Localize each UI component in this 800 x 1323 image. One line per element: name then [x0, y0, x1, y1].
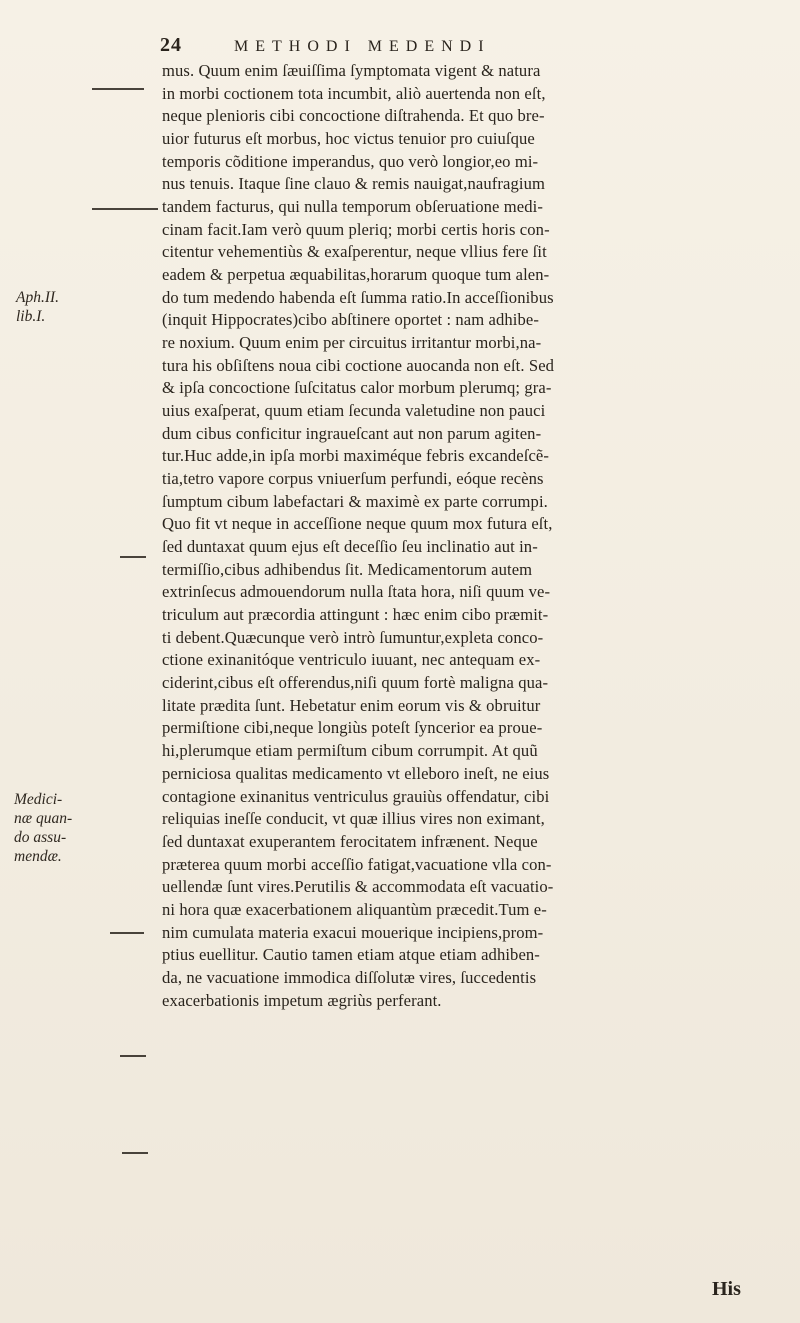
margin-note-line: mendæ.: [14, 848, 62, 865]
margin-note-line: lib.I.: [16, 308, 46, 325]
text-line: ctione exinanitóque ventriculo iuuant, nec antequam ex-: [162, 650, 541, 670]
margin-note-line: do assu-: [14, 829, 67, 846]
margin-dash: [110, 932, 144, 934]
text-line: da, ne vacuatione immodica diſſolutæ vires, ſuccedentis: [162, 967, 537, 987]
text-line: eadem & perpetua æquabilitas,horarum quoque tum alen-: [162, 265, 550, 285]
text-line: mus. Quum enim ſæuiſſima ſymptomata vigent & natura: [162, 61, 541, 80]
text-line: permiſtione cibi,neque longiùs poteſt ſyncerior ea proue-: [162, 718, 543, 738]
text-line: uellendæ ſunt vires.Perutilis & accommodata eſt vacuatio-: [162, 877, 554, 897]
text-line: præterea quum morbi acceſſio fatigat,vacuatione vlla con-: [162, 854, 552, 874]
margin-dash: [120, 1055, 146, 1057]
margin-dash: [92, 208, 158, 210]
text-line: contagione exinanitus ventriculus grauiùs offendatur, cibi: [162, 786, 550, 806]
text-line: ſumptum cibum labefactari & maximè ex parte corrumpi.: [162, 491, 548, 511]
text-line: reliquias ineſſe conducit, vt quæ illius vires non eximant,: [162, 809, 545, 829]
text-line: uior futurus eſt morbus, hoc victus tenuior pro cuiuſque: [162, 129, 535, 149]
text-line: uius exaſperat, quum etiam ſecunda valetudine non pauci: [162, 401, 546, 421]
text-line: re noxium. Quum enim per circuitus irritantur morbi,na-: [162, 333, 542, 353]
text-line: tura his obſiſtens noua cibi coctione auocanda non eſt. Sed: [162, 355, 555, 375]
page-header: [160, 34, 720, 57]
text-line: termiſſio,cibus adhibendus ſit. Medicamentorum autem: [162, 559, 533, 579]
margin-note-aphorism: [16, 288, 59, 326]
text-line: ni hora quæ exacerbationem aliquantùm præcedit.Tum e-: [162, 899, 547, 919]
text-line: temporis cõditione imperandus, quo verò longior,eo mi-: [162, 151, 539, 171]
text-line: nim cumulata materia exacui mouerique incipiens,prom-: [162, 922, 544, 942]
text-line: ciderint,cibus eſt offerendus,niſi quum fortè maligna qua-: [162, 673, 549, 693]
text-line: tur.Huc adde,in ipſa morbi maximéque febris excandeſcẽ-: [162, 446, 550, 466]
body-text: [162, 60, 762, 1012]
text-line: nus tenuis. Itaque ſine clauo & remis nauigat,naufragium: [162, 174, 546, 194]
text-line: perniciosa qualitas medicamento vt elleboro ineſt, ne eius: [162, 763, 550, 783]
text-line: neque plenioris cibi concoctione diſtrahenda. Et quo bre-: [162, 106, 545, 126]
text-line: ſed duntaxat exuperantem ferocitatem infrænent. Neque: [162, 831, 538, 851]
margin-dash: [122, 1152, 148, 1154]
margin-note-line: Aph.II.: [16, 289, 60, 306]
page-number: 24: [160, 34, 182, 56]
text-line: tandem facturus, qui nulla temporum obſeruatione medi-: [162, 197, 543, 217]
margin-note-line: næ quan-: [14, 810, 73, 827]
margin-note-line: Medici-: [14, 791, 63, 808]
text-line: Quo fit vt neque in acceſſione neque quum mox futura eſt,: [162, 514, 553, 534]
text-line: hi,plerumque etiam permiſtum cibum corrumpit. At quũ: [162, 741, 538, 761]
running-title: METHODI MEDENDI: [234, 38, 491, 55]
text-line: litate prædita ſunt. Hebetatur enim eorum vis & obruitur: [162, 695, 541, 715]
text-line: dum cibus conficitur ingraueſcant aut non parum agiten-: [162, 423, 542, 443]
text-line: ti debent.Quæcunque verò intrò ſumuntur,expleta conco-: [162, 627, 544, 647]
text-line: exacerbationis impetum ægriùs perferant.: [162, 990, 442, 1010]
text-line: do tum medendo habenda eſt ſumma ratio.In acceſſionibus: [162, 287, 554, 307]
text-line: extrinſecus admouendorum nulla ſtata hora, niſi quum ve-: [162, 582, 551, 602]
text-line: tia,tetro vapore corpus vniuerſum perfundi, eóque recèns: [162, 469, 544, 489]
text-line: ſed duntaxat quum ejus eſt deceſſio ſeu inclinatio aut in-: [162, 537, 538, 557]
catchword: His: [712, 1278, 741, 1300]
text-line: ptius euellitur. Cautio tamen etiam atque etiam adhiben-: [162, 945, 540, 965]
text-line: & ipſa concoctione ſuſcitatus calor morbum plerumq; gra-: [162, 378, 552, 398]
text-line: in morbi coctionem tota incumbit, aliò auertenda non eſt,: [162, 83, 546, 103]
margin-dash: [92, 88, 144, 90]
margin-note-medici: [14, 790, 74, 866]
text-line: triculum aut præcordia attingunt : hæc enim cibo præmit-: [162, 605, 549, 625]
margin-dash: [120, 556, 146, 558]
text-line: cinam facit.Iam verò quum pleriq; morbi certis horis con-: [162, 219, 550, 239]
text-line: citentur vehementiùs & exaſperentur, neque vllius fere ſit: [162, 242, 547, 262]
text-line: (inquit Hippocrates)cibo abſtinere oportet : nam adhibe-: [162, 310, 539, 330]
